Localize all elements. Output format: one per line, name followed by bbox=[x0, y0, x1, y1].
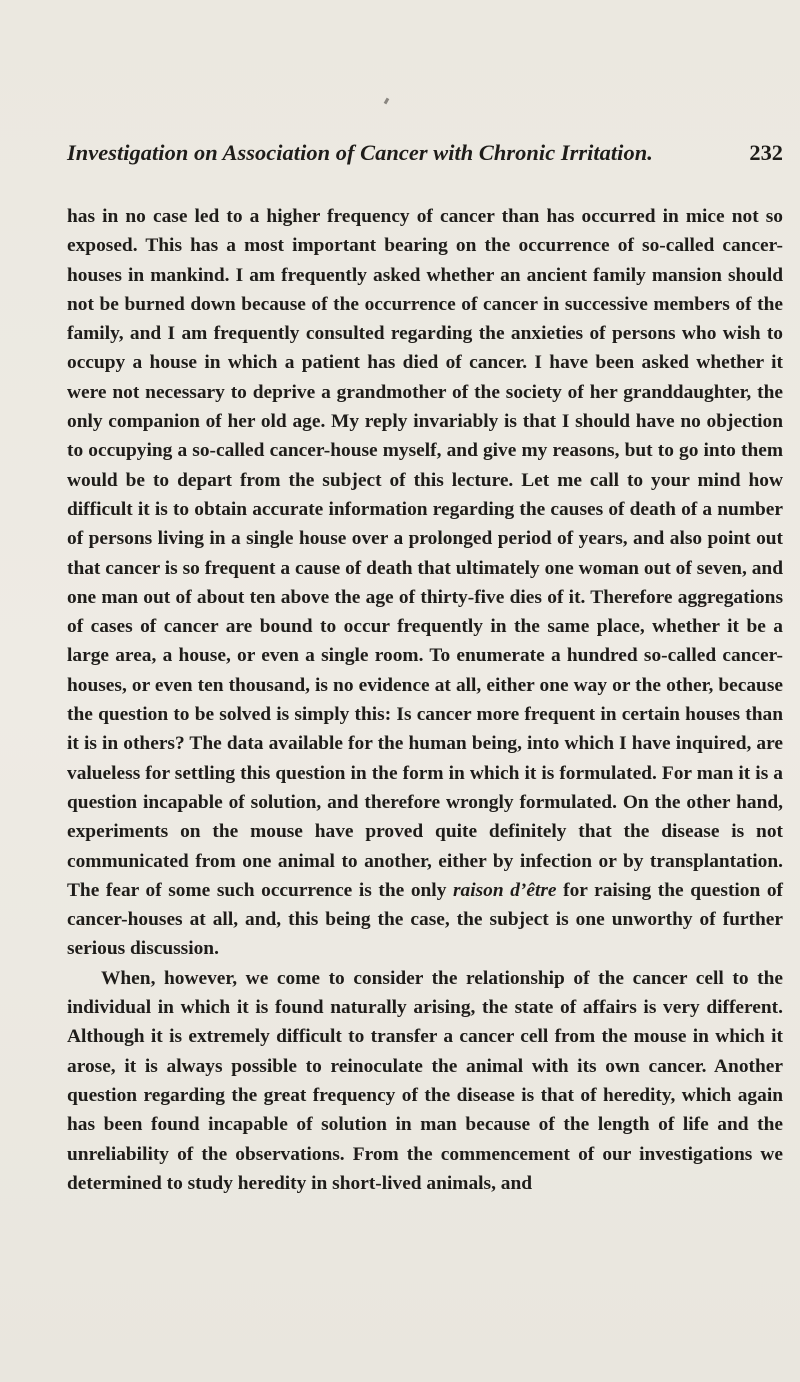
paragraph-1-text: has in no case led to a higher frequency of cancer than has occurred in mice not so exposed. This has a most important bearing on the occurrence of so-called cancer-houses in mankind. I am frequently asked whether an ancient family mansion should not be burned down because of the occurrence of cancer in successive members of the family, and I am frequently consulted regarding the anxieties of persons who wish to occupy a house in which a patient has died of cancer. I have been asked whether it were not necessary to deprive a grandmother of the society of her granddaughter, the only companion of her old age. My reply invariably is that I should have no objection to occupying a so-called cancer-house myself, and give my reasons, but to go into them would be to depart from the subject of this lecture. Let me call to your mind how difficult it is to obtain accurate information regarding the causes of death of a number of persons living in a single house over a prolonged period of years, and also point out that cancer is so frequent a cause of death that ultimately one woman out of seven, and one man out of about ten above the age of thirty-five dies of it. Therefore aggregations of cases of cancer are bound to occur frequently in the same place, whether it be a large area, a house, or even a single room. To enumerate a hundred so-called cancer-houses, or even ten thousand, is no evidence at all, either one way or the other, because the question to be solved is simply this: Is cancer more frequent in certain houses than it is in others? The data available for the human being, into which I have inquired, are valueless for settling this question in the form in which it is formulated. For man it is a question incapable of solution, and therefore wrongly formulated. On the other hand, experiments on the mouse have proved quite definitely that the disease is not communicated from one animal to another, either by infection or by transplantation. The fear of some such occurrence is the only bbox=[67, 206, 783, 901]
print-speck bbox=[384, 98, 390, 105]
italic-phrase: raison d’être bbox=[452, 879, 557, 901]
header-title: Investigation on Association of Cancer with Chronic Irritation. bbox=[67, 140, 653, 165]
running-header bbox=[67, 140, 783, 174]
paragraph-2: When, however, we come to consider the relationship of the cancer cell to the individual in which it is found naturally arising, the state of affairs is very different. Although it is extremely difficult to transfer a cancer cell from the mouse in which it arose, it is always possible to reinoculate the animal with its own cancer. Another question regarding the great frequency of the disease is that of heredity, which again has been found incapable of solution in man because of the length of life and the unreliability of the observations. From the commencement of our investigations we determined to study heredity in short-lived animals, and bbox=[67, 967, 783, 1194]
paragraph-1 bbox=[67, 202, 783, 964]
page-number: 232 bbox=[749, 140, 783, 165]
paragraph-1-text-end: for raising the question of cancer-houses at all, and, this being the case, the subject is one unworthy of further serious discussion. bbox=[67, 879, 784, 960]
body-text bbox=[67, 202, 783, 1198]
